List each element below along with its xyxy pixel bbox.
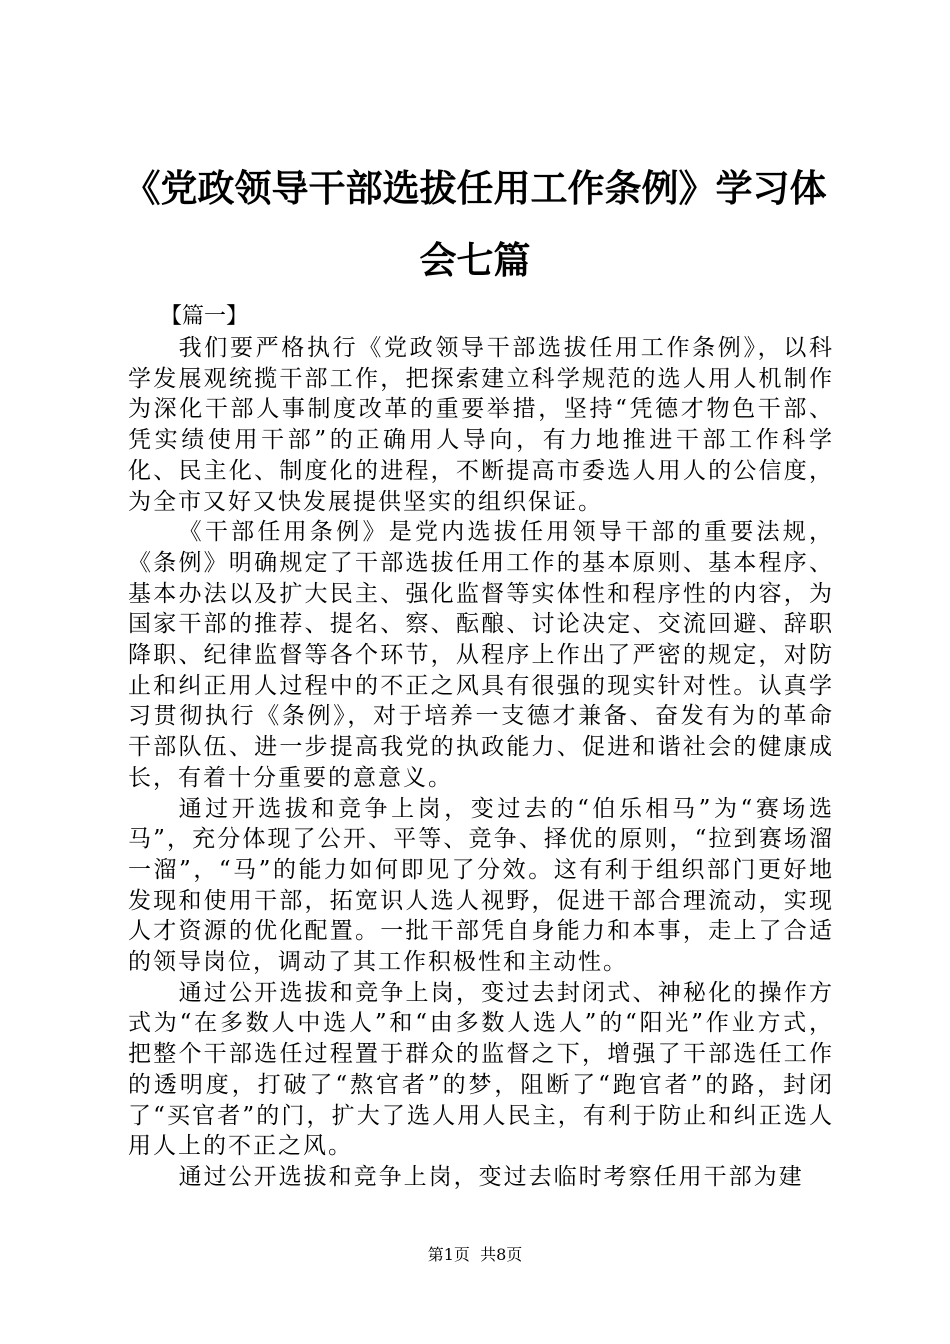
paragraph: 我们要严格执行《党政领导干部选拔任用工作条例》，以科学发展观统揽干部工作，把探索建立科学规范的选人用人机制作为深化干部人事制度改革的重要举措，坚持“凭德才物色干部、凭实绩使用干部”的正确用人导向，有力地推进干部工作科学化、民主化、制度化的进程，不断提高市委选人用人的公信度，为全市又好又快发展提供坚实的组织保证。 (128, 335, 834, 515)
document-body (128, 333, 834, 1193)
paragraph: 通过公开选拔和竞争上岗，变过去封闭式、神秘化的操作方式为“在多数人中选人”和“由多数人选人”的“阳光”作业方式，把整个干部选任过程置于群众的监督之下，增强了干部选任工作的透明度，打破了“熬官者”的梦，阻断了“跑官者”的路，封闭了“买官者”的门，扩大了选人用人民主，有利于防止和纠正选人用人上的不正之风。 (128, 979, 834, 1160)
paragraph: 通过开选拔和竞争上岗，变过去的“伯乐相马”为“赛场选马”，充分体现了公开、平等、竞争、择优的原则，“拉到赛场溜一溜”，“马”的能力如何即见了分效。这有利于组织部门更好地发现和使用干部，拓宽识人选人视野，促进干部合理流动，实现人才资源的优化配置。一批干部凭自身能力和本事，走上了合适的领导岗位，调动了其工作积极性和主动性。 (128, 795, 834, 976)
page-footer (0, 1244, 950, 1266)
document-title: 《党政领导干部选拔任用工作条例》学习体会七篇 (123, 166, 827, 282)
paragraph: 通过公开选拔和竞争上岗，变过去临时考察任用干部为建 (178, 1163, 804, 1190)
section-label: 【篇一】 (160, 304, 249, 329)
paragraph: 《干部任用条例》是党内选拔任用领导干部的重要法规，《条例》明确规定了干部选拔任用工作的基本原则、基本程序、基本办法以及扩大民主、强化监督等实体性和程序性的内容，为国家干部的推荐、提名、察、酝酿、讨论决定、交流回避、辞职降职、纪律监督等各个环节，从程序上作出了严密的规定，对防止和纠正用人过程中的不正之风具有很强的现实针对性。认真学习贯彻执行《条例》，对于培养一支德才兼备、奋发有为的革命干部队伍、进一步提高我党的执政能力、促进和谐社会的健康成长，有着十分重要的意意义。 (128, 519, 834, 791)
page-number: 第1页 共8页 (427, 1245, 523, 1264)
